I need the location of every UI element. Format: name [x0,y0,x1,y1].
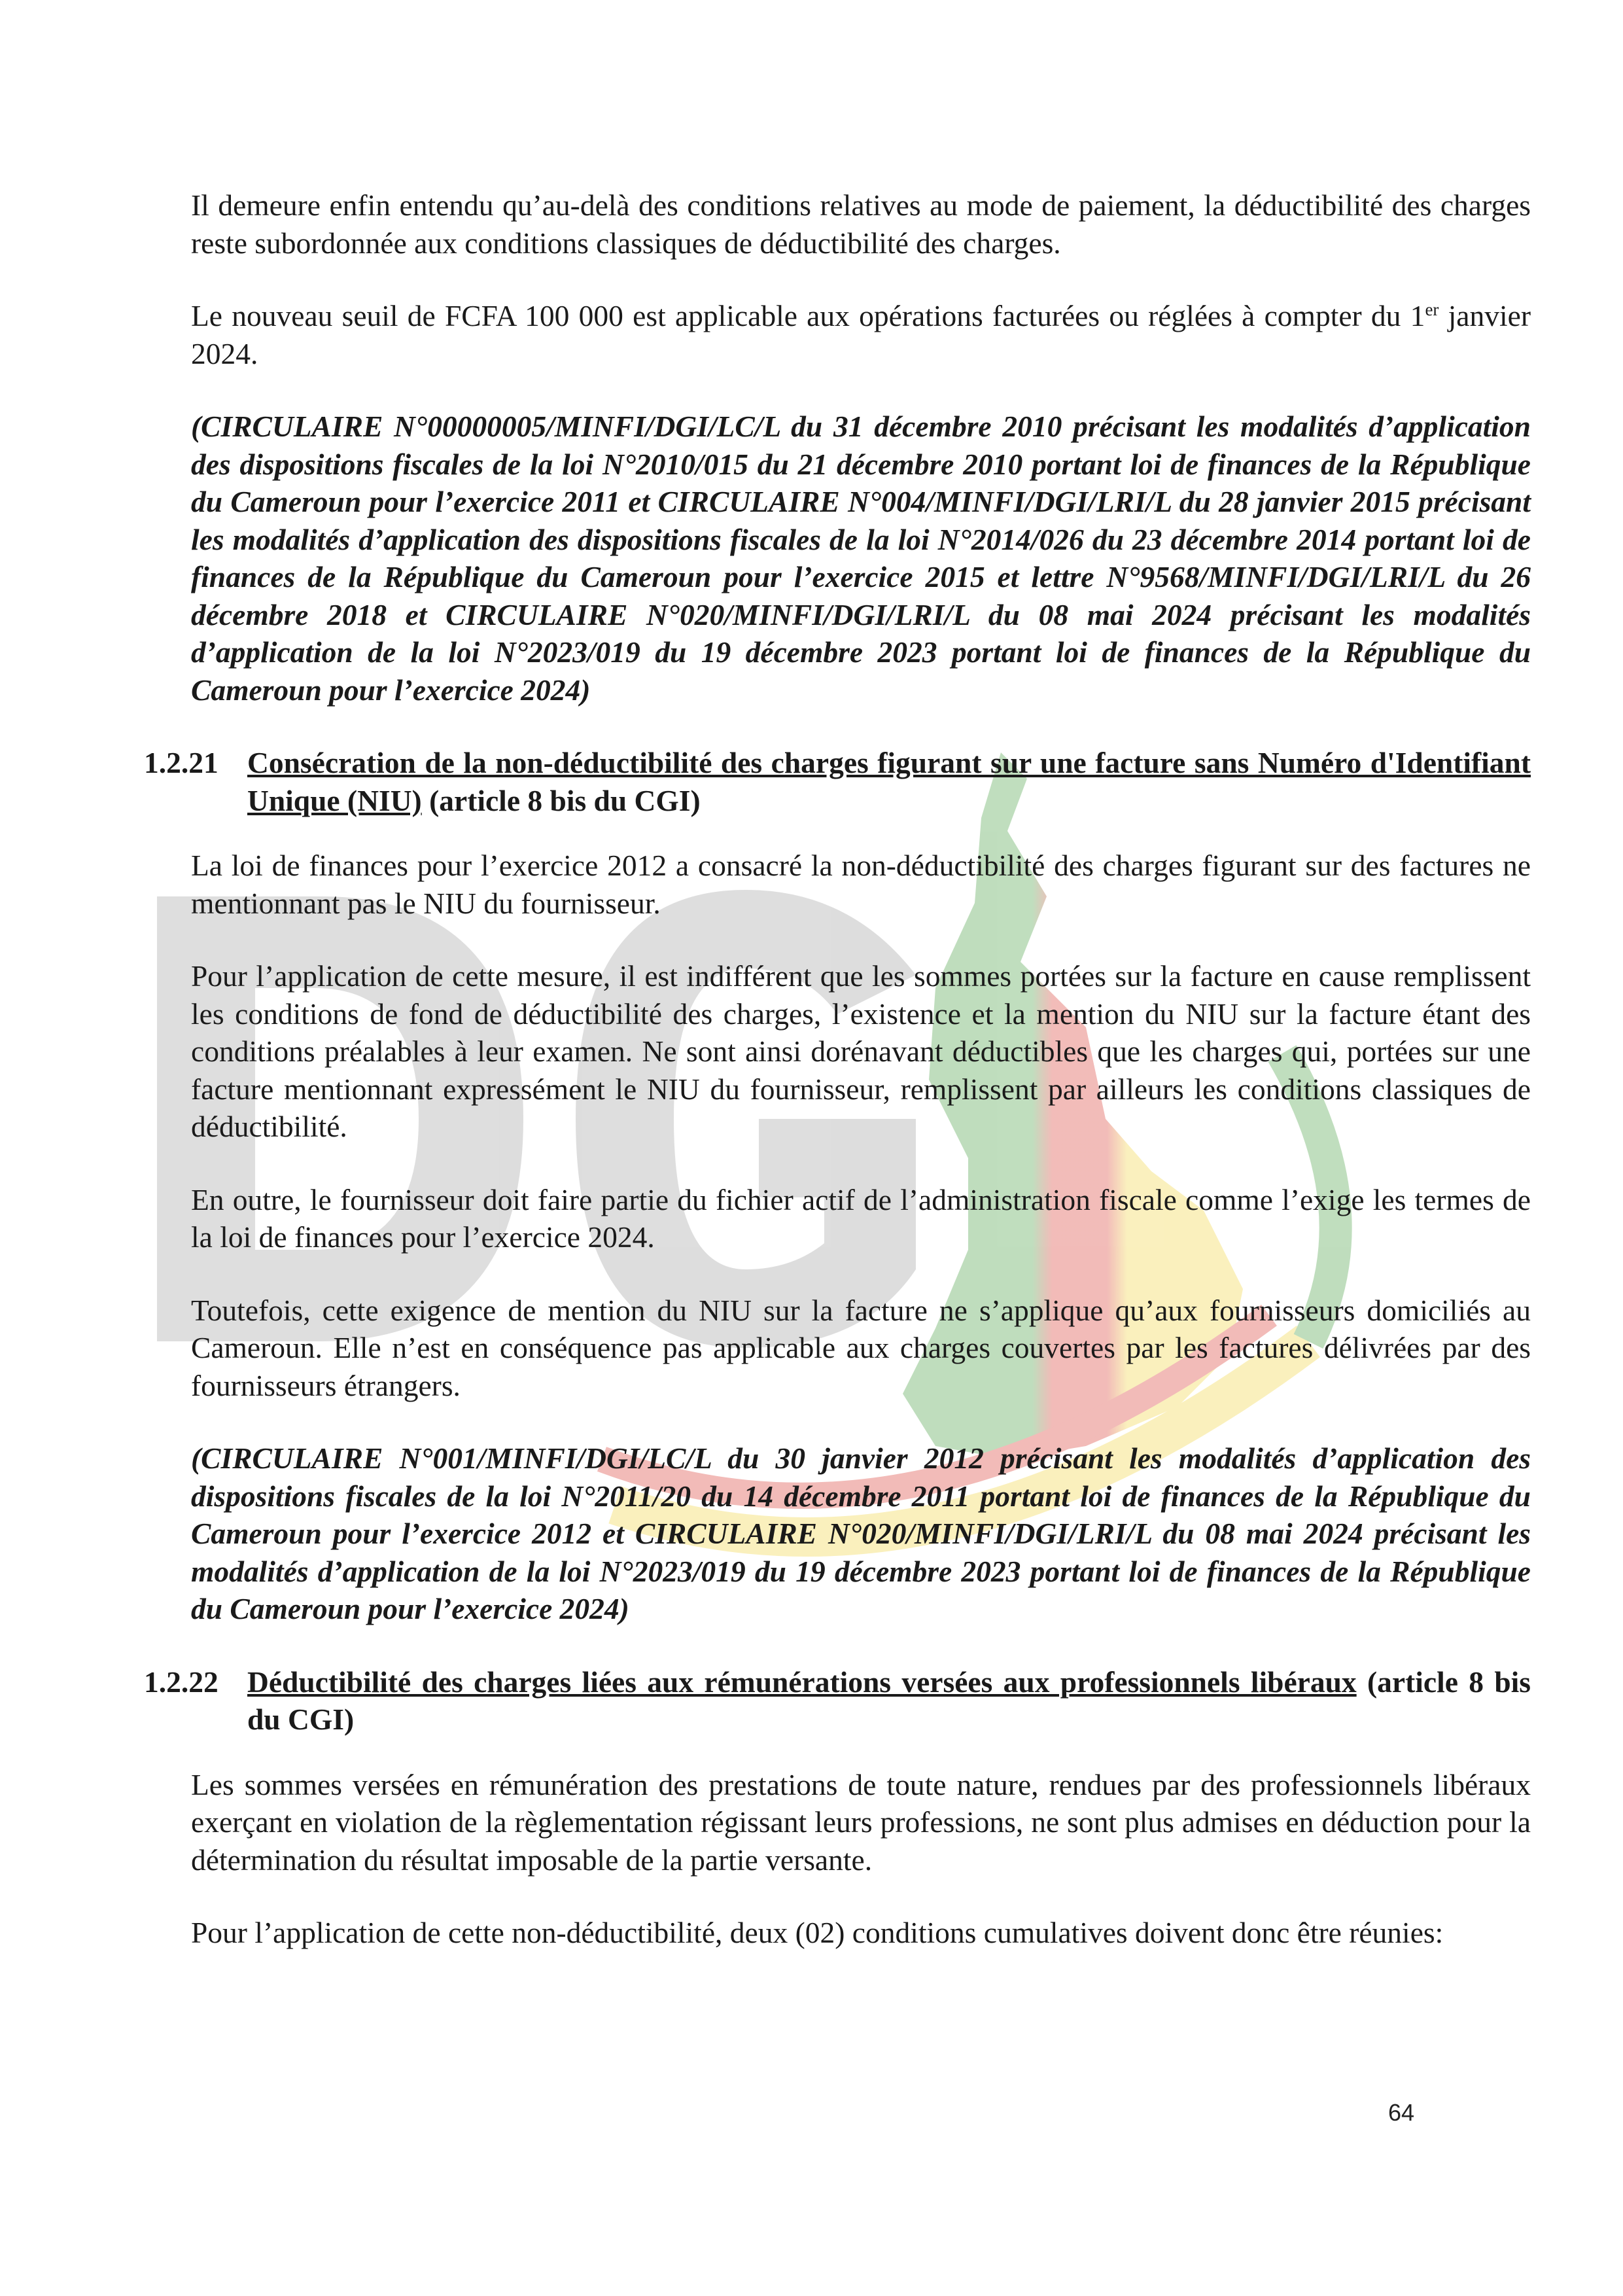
threshold-text: Le nouveau seuil de FCFA 100 000 est applicable aux opérations facturées ou réglées à compter du 1 [191,299,1425,332]
paragraph-niu-application: Pour l’application de cette mesure, il est indifférent que les sommes portées sur la facture en cause remplissent les conditions de fond de déductibilité des charges, l’existence et la mention du NIU sur la facture étant des conditions préalables à leur examen. Ne sont ainsi dorénavant déductibles que les charges qui, portées sur une facture mentionnant expressément le NIU du fournisseur, remplissent par ailleurs les conditions classiques de déductibilité. [191,959,1531,1143]
paragraph-cumulative-conditions: Pour l’application de cette non-déductibilité, deux (02) conditions cumulatives doivent donc être réunies: [191,1916,1444,1949]
paragraph-foreign-suppliers: Toutefois, cette exigence de mention du NIU sur la facture ne s’applique qu’aux fournisseurs domiciliés au Cameroun. Elle n’est en conséquence pas applicable aux charges couvertes par les factures délivrées par des fournisseurs étrangers. [191,1293,1531,1402]
document-body [144,186,1531,1987]
section-title [247,1663,1531,1739]
section-article-ref: (article 8 bis du CGI) [421,783,701,817]
section-title-underlined: Déductibilité des charges liées aux rémunérations versées aux professionnels libéraux [247,1665,1357,1699]
ordinal-superscript: er [1425,299,1439,319]
section-heading-1-2-22 [144,1663,1531,1739]
section-heading-1-2-21 [144,744,1531,819]
section-number: 1.2.22 [144,1665,218,1699]
section-title [247,744,1531,819]
paragraph-deductibility-conditions: Il demeure enfin entendu qu’au-delà des conditions relatives au mode de paiement, la déductibilité des charges reste subordonnée aux conditions classiques de déductibilité des charges. [191,188,1531,260]
section-title-underlined: Consécration de la non-déductibilité des charges figurant sur une facture sans Numéro d'Identifiant Unique (NIU) [247,746,1531,817]
reference-circulars-2: (CIRCULAIRE N°001/MINFI/DGI/LC/L du 30 janvier 2012 précisant les modalités d’application des dispositions fiscales de la loi N°2011/20 du 14 décembre 2011 portant loi de finances de la République du Cameroun pour l’exercice 2012 et CIRCULAIRE N°020/MINFI/DGI/LRI/L du 08 mai 2024 précisant les modalités d’application de la loi N°2023/019 du 19 décembre 2023 portant loi de finances de la République du Cameroun pour l’exercice 2024) [191,1441,1531,1625]
paragraph-active-file: En outre, le fournisseur doit faire partie du fichier actif de l’administration fiscale comme l’exige les termes de la loi de finances pour l’exercice 2024. [191,1182,1531,1254]
threshold-date: janvier 2024. [191,299,1531,370]
reference-circulars-1: (CIRCULAIRE N°00000005/MINFI/DGI/LC/L du 31 décembre 2010 précisant les modalités d’application des dispositions fiscales de la loi N°2010/015 du 21 décembre 2010 portant loi de finances de la République du Cameroun pour l’exercice 2011 et CIRCULAIRE N°004/MINFI/DGI/LRI/L du 28 janvier 2015 précisant les modalités d’application des dispositions fiscales de la loi N°2014/026 du 23 décembre 2014 portant loi de finances de la République du Cameroun pour l’exercice 2015 et lettre N°9568/MINFI/DGI/LRI/L du 26 décembre 2018 et CIRCULAIRE N°020/MINFI/DGI/LRI/L du 08 mai 2024 précisant les modalités d’application de la loi N°2023/019 du 19 décembre 2023 portant loi de finances de la République du Cameroun pour l’exercice 2024) [191,410,1531,707]
paragraph-niu-law: La loi de finances pour l’exercice 2012 a consacré la non-déductibilité des charges figurant sur des factures ne mentionnant pas le NIU du fournisseur. [191,849,1531,920]
section-article-ref: (article 8 bis du CGI) [247,1665,1531,1736]
paragraph-threshold [191,297,1531,372]
paragraph-liberal-professionals: Les sommes versées en rémunération des prestations de toute nature, rendues par des professionnels libéraux exerçant en violation de la règlementation régissant leurs professions, ne sont plus admises en déduction pour la détermination du résultat imposable de la partie versante. [191,1767,1531,1877]
page-number: 64 [1388,2099,1415,2126]
section-number: 1.2.21 [144,746,218,779]
